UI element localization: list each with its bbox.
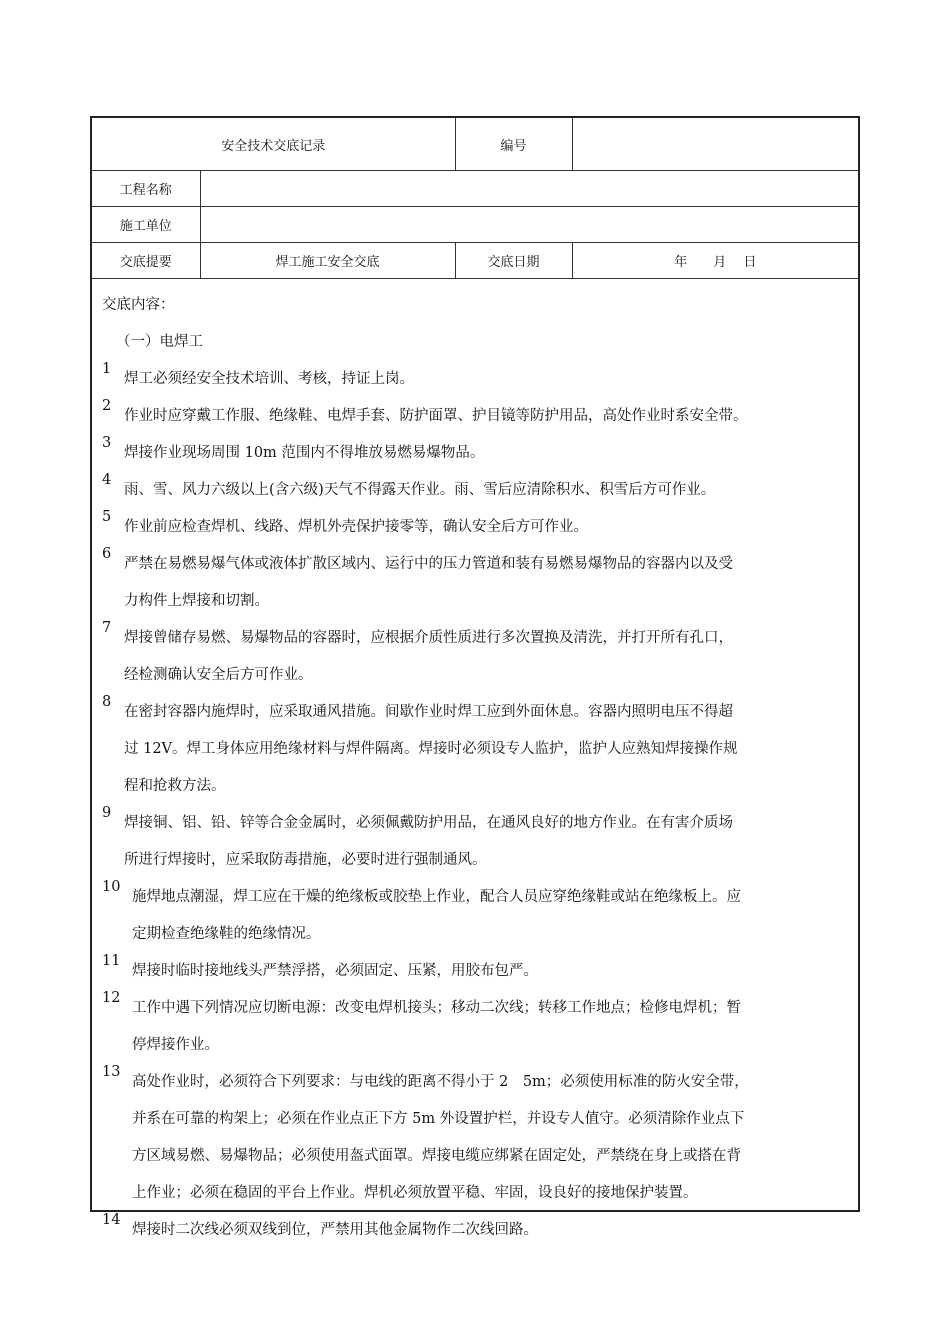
item-number: 11 xyxy=(102,953,121,969)
item-text-line: 焊接时临时接地线头严禁浮搭，必须固定、压紧，用胶布包严。 xyxy=(132,963,538,979)
item-text-line: 雨、雪、风力六级以上(含六级)天气不得露天作业。雨、雪后应清除积水、积雪后方可作业。 xyxy=(124,482,716,498)
item-text-line: 作业前应检查焊机、线路、焊机外壳保护接零等，确认安全后方可作业。 xyxy=(124,519,588,535)
item-text-line: 焊接时二次线必须双线到位，严禁用其他金属物作二次线回路。 xyxy=(132,1222,538,1238)
code-label: 编号 xyxy=(455,118,572,171)
item-text-line: 程和抢救方法。 xyxy=(124,778,226,794)
list-item xyxy=(102,398,852,435)
safety-briefing-form xyxy=(90,116,860,1238)
list-item xyxy=(102,1064,852,1212)
item-number: 1 xyxy=(102,361,112,377)
list-item xyxy=(102,435,852,472)
item-number: 3 xyxy=(102,435,112,451)
date-label: 交底日期 xyxy=(455,243,572,279)
list-item xyxy=(102,1212,852,1249)
list-item xyxy=(102,472,852,509)
list-item xyxy=(102,546,852,620)
item-number: 8 xyxy=(102,694,112,710)
item-text-line: 在密封容器内施焊时，应采取通风措施。间歇作业时焊工应到外面休息。容器内照明电压不得超 xyxy=(124,704,733,720)
item-text-line: 力构件上焊接和切割。 xyxy=(124,593,269,609)
item-text xyxy=(124,620,852,694)
item-text xyxy=(124,435,852,472)
item-number: 12 xyxy=(102,990,121,1006)
item-text xyxy=(132,953,852,990)
item-text xyxy=(132,1064,852,1212)
list-item xyxy=(102,361,852,398)
item-text xyxy=(124,805,852,879)
item-number: 6 xyxy=(102,546,112,562)
code-value[interactable] xyxy=(572,118,858,171)
item-number: 7 xyxy=(102,620,112,636)
item-text-line: 定期检查绝缘鞋的绝缘情况。 xyxy=(132,926,321,942)
item-text xyxy=(124,546,852,620)
list-item xyxy=(102,620,852,694)
briefing-content xyxy=(92,279,858,1249)
summary-value: 焊工施工安全交底 xyxy=(200,243,455,279)
item-text xyxy=(132,879,852,953)
item-text-line: 过 12V。焊工身体应用绝缘材料与焊件隔离。焊接时必须设专人监护，监护人应熟知焊接操作规 xyxy=(124,741,738,757)
item-text-line: 经检测确认安全后方可作业。 xyxy=(124,667,313,683)
date-value[interactable]: 年 月 日 xyxy=(572,243,858,279)
item-text-line: 并系在可靠的构架上；必须在作业点正下方 5m 外设置护栏，并设专人值守。必须清除作业点下 xyxy=(132,1111,745,1127)
item-text-line: 施焊地点潮湿，焊工应在干燥的绝缘板或胶垫上作业，配合人员应穿绝缘鞋或站在绝缘板上。应 xyxy=(132,889,741,905)
item-text-line: 焊接曾储存易燃、易爆物品的容器时，应根据介质性质进行多次置换及清洗，并打开所有孔口， xyxy=(124,630,733,646)
item-text xyxy=(132,990,852,1064)
content-heading: 交底内容： xyxy=(102,297,175,313)
item-text-line: 焊接作业现场周围 10m 范围内不得堆放易燃易爆物品。 xyxy=(124,445,485,461)
item-text-line: 焊接铜、铝、铅、锌等合金金属时，必须佩戴防护用品，在通风良好的地方作业。在有害介质场 xyxy=(124,815,733,831)
list-item xyxy=(102,509,852,546)
item-text xyxy=(124,361,852,398)
item-text-line: 方区域易燃、易爆物品；必须使用盔式面罩。焊接电缆应绑紧在固定处，严禁绕在身上或搭在背 xyxy=(132,1148,741,1164)
item-text xyxy=(124,694,852,805)
item-text xyxy=(132,1212,852,1249)
item-number: 4 xyxy=(102,472,112,488)
item-list xyxy=(102,361,852,1249)
item-text-line: 焊工必须经安全技术培训、考核，持证上岗。 xyxy=(124,371,414,387)
item-text-line: 高处作业时，必须符合下列要求：与电线的距离不得小于 2 5m；必须使用标准的防火安全带， xyxy=(132,1074,749,1090)
item-text xyxy=(124,398,852,435)
item-text-line: 所进行焊接时，应采取防毒措施，必要时进行强制通风。 xyxy=(124,852,487,868)
item-number: 5 xyxy=(102,509,112,525)
list-item xyxy=(102,694,852,805)
item-number: 14 xyxy=(102,1212,121,1228)
summary-label: 交底提要 xyxy=(92,243,200,279)
item-number: 13 xyxy=(102,1064,121,1080)
list-item xyxy=(102,990,852,1064)
header-table xyxy=(92,118,858,279)
item-text-line: 上作业；必须在稳固的平台上作业。焊机必须放置平稳、牢固，设良好的接地保护装置。 xyxy=(132,1185,698,1201)
project-label: 工程名称 xyxy=(92,171,200,207)
item-number: 9 xyxy=(102,805,112,821)
list-item xyxy=(102,953,852,990)
unit-value[interactable] xyxy=(200,207,858,243)
list-item xyxy=(102,879,852,953)
item-text xyxy=(124,509,852,546)
item-text-line: 工作中遇下列情况应切断电源：改变电焊机接头；移动二次线；转移工作地点；检修电焊机；暂 xyxy=(132,1000,741,1016)
item-number: 10 xyxy=(102,879,121,895)
item-text-line: 停焊接作业。 xyxy=(132,1037,219,1053)
item-number: 2 xyxy=(102,398,112,414)
item-text-line: 作业时应穿戴工作服、绝缘鞋、电焊手套、防护面罩、护目镜等防护用品，高处作业时系安全带。 xyxy=(124,408,748,424)
item-text-line: 严禁在易燃易爆气体或液体扩散区域内、运行中的压力管道和装有易燃易爆物品的容器内以及受 xyxy=(124,556,733,572)
unit-label: 施工单位 xyxy=(92,207,200,243)
project-value[interactable] xyxy=(200,171,858,207)
form-title: 安全技术交底记录 xyxy=(92,118,455,171)
section-heading: （一）电焊工 xyxy=(116,334,203,350)
list-item xyxy=(102,805,852,879)
item-text xyxy=(124,472,852,509)
